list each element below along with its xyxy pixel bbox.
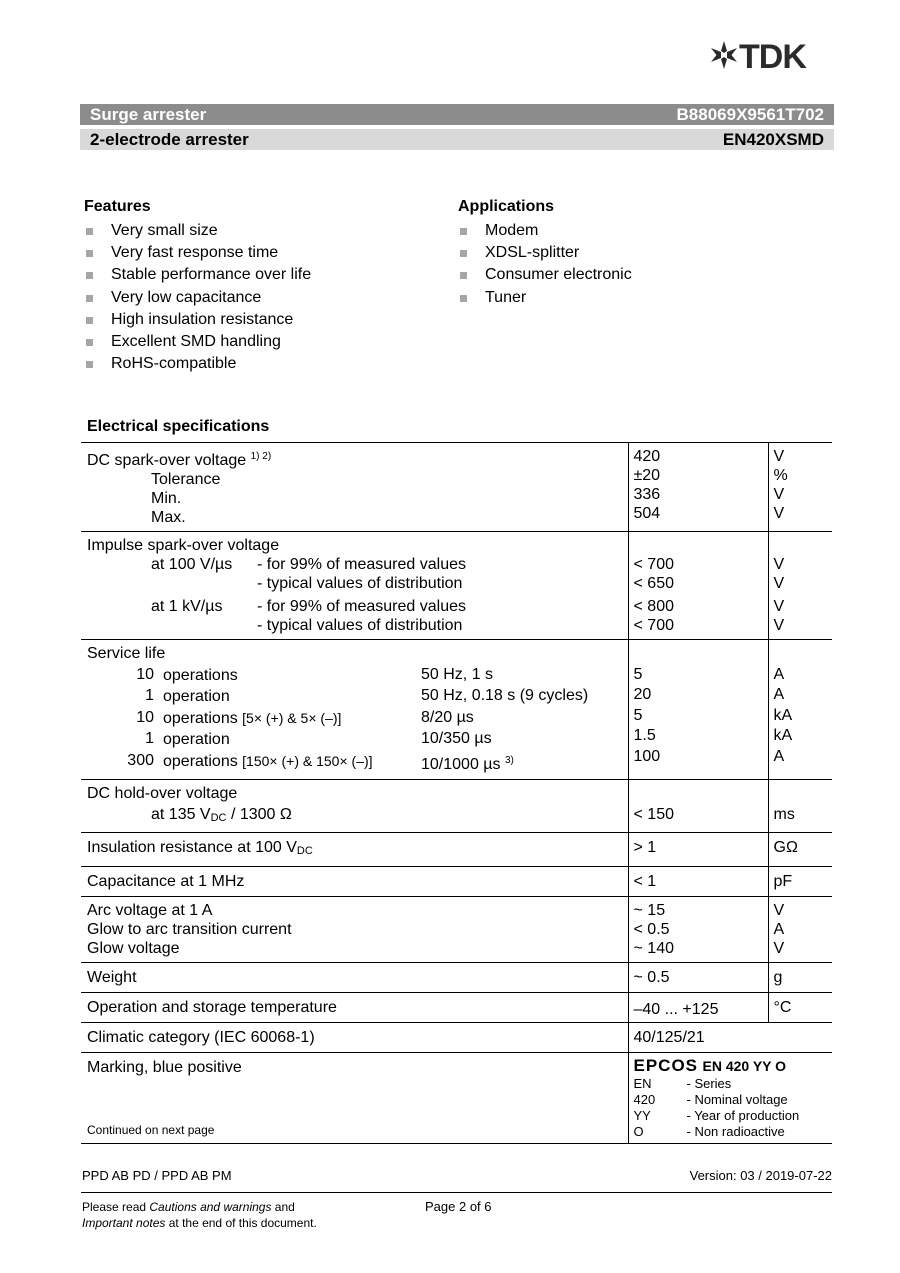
feature-item: Stable performance over life — [84, 264, 311, 286]
application-item: Consumer electronic — [458, 264, 632, 286]
spec-row-arc — [81, 897, 832, 963]
holdover-label: DC hold-over voltage — [87, 785, 238, 802]
marking-legend-row: YY - Year of production — [633, 1108, 800, 1123]
feature-item: Very low capacitance — [84, 287, 311, 309]
impulse-value: < 700 — [633, 556, 674, 573]
bullet-icon — [86, 317, 93, 324]
feature-item: Excellent SMD handling — [84, 331, 311, 353]
impulse-value: < 650 — [633, 575, 674, 592]
dc-spark-value: 420 — [633, 448, 661, 465]
continued-note: Continued on next page — [87, 1123, 215, 1137]
service-life-value: 100 — [633, 747, 661, 765]
marking-code: EN 420 YY O — [702, 1058, 787, 1074]
max-value: 504 — [633, 505, 661, 522]
service-life-unit: A — [773, 686, 785, 703]
bullet-icon — [86, 250, 93, 257]
max-unit: V — [773, 505, 785, 522]
impulse-label: Impulse spark-over voltage — [87, 537, 280, 554]
spec-row-weight — [81, 963, 832, 993]
min-label: Min. — [151, 490, 182, 507]
capacitance-label: Capacitance at 1 MHz — [81, 867, 628, 897]
product-subtitle: 2-electrode arrester — [90, 130, 249, 149]
impulse-unit: V — [773, 598, 785, 615]
bullet-icon — [86, 228, 93, 235]
feature-item: Very fast response time — [84, 242, 311, 264]
footer-version: Version: 03 / 2019-07-22 — [689, 1168, 832, 1183]
bullet-icon — [86, 361, 93, 368]
service-life-unit: kA — [773, 706, 793, 724]
specs-title: Electrical specifications — [87, 418, 270, 435]
spec-row-insulation: Insulation resistance at 100 VDC > 1 GΩ — [81, 833, 832, 867]
arc-voltage-value: ~ 15 — [633, 902, 666, 919]
insulation-value: > 1 — [628, 833, 768, 867]
impulse-row: at 1 kV/µs - for 99% of measured values — [151, 598, 466, 615]
capacitance-unit: pF — [768, 867, 832, 897]
part-number: B88069X9561T702 — [676, 105, 824, 124]
spec-row-capacitance — [81, 867, 832, 897]
impulse-row: - typical values of distribution — [257, 575, 463, 592]
model-number: EN420XSMD — [722, 130, 824, 149]
features-list — [84, 220, 311, 375]
temperature-unit: °C — [768, 993, 832, 1023]
application-item: Tuner — [458, 287, 632, 309]
impulse-row: at 100 V/µs - for 99% of measured values — [151, 556, 466, 573]
features-section — [84, 198, 311, 375]
glow-voltage-value: ~ 140 — [633, 940, 674, 957]
bullet-icon — [86, 295, 93, 302]
tolerance-label: Tolerance — [151, 471, 221, 488]
impulse-unit: V — [773, 575, 785, 592]
applications-section — [458, 198, 632, 309]
spec-row-climatic — [81, 1023, 832, 1053]
bullet-icon — [460, 272, 467, 279]
arc-voltage-unit: V — [773, 902, 785, 919]
applications-list — [458, 220, 632, 309]
applications-title: Applications — [458, 198, 555, 215]
dc-spark-label: DC spark-over voltage — [87, 452, 247, 469]
epcos-brand: EPCOS — [633, 1056, 699, 1075]
footer-divider — [81, 1192, 832, 1193]
specs-table — [81, 442, 832, 1144]
spec-row-dc-spark — [81, 443, 832, 532]
insulation-unit: GΩ — [768, 833, 832, 867]
marking-legend-row: 420 - Nominal voltage — [633, 1092, 788, 1107]
bullet-icon — [86, 272, 93, 279]
bullet-icon — [86, 339, 93, 346]
glow-voltage-unit: V — [773, 940, 785, 957]
subtitle-bar — [80, 129, 834, 150]
service-life-unit: A — [773, 747, 785, 765]
holdover-unit: ms — [773, 806, 795, 823]
impulse-row: - typical values of distribution — [257, 617, 463, 634]
service-life-row: 10 operations [5× (+) & 5× (–)] 8/20 µs — [136, 708, 474, 727]
min-unit: V — [773, 486, 785, 503]
glow-transition-unit: A — [773, 921, 785, 938]
service-life-value: 5 — [633, 706, 643, 724]
title-bar — [80, 104, 834, 125]
impulse-value: < 700 — [633, 617, 674, 634]
tolerance-value: ±20 — [633, 467, 661, 484]
tolerance-unit: % — [773, 467, 788, 484]
application-item: XDSL-splitter — [458, 242, 632, 264]
tdk-logo — [709, 38, 835, 76]
service-life-value: 5 — [633, 665, 643, 683]
feature-item: RoHS-compatible — [84, 353, 311, 375]
max-label: Max. — [151, 509, 186, 526]
marking-label: Marking, blue positive — [81, 1053, 628, 1144]
dc-spark-note: 1) 2) — [250, 451, 272, 462]
dc-spark-unit: V — [773, 448, 785, 465]
impulse-unit: V — [773, 556, 785, 573]
weight-value: ~ 0.5 — [628, 963, 768, 993]
bullet-icon — [460, 250, 467, 257]
climatic-label: Climatic category (IEC 60068-1) — [81, 1023, 628, 1053]
cautions-link: Cautions and warnings — [149, 1200, 272, 1214]
spec-row-service-life — [81, 640, 832, 780]
footer-note: Please read Cautions and warnings and Important notes at the end of this document. — [82, 1200, 317, 1230]
spec-row-temperature — [81, 993, 832, 1023]
service-life-unit: A — [773, 665, 785, 683]
page-number: Page 2 of 6 — [425, 1199, 492, 1214]
min-value: 336 — [633, 486, 661, 503]
arc-voltage-label: Arc voltage at 1 A — [87, 902, 213, 919]
spec-row-impulse — [81, 532, 832, 640]
feature-item: Very small size — [84, 220, 311, 242]
brand-name: TDK — [739, 38, 806, 76]
capacitance-value: < 1 — [628, 867, 768, 897]
impulse-value: < 800 — [633, 598, 674, 615]
feature-item: High insulation resistance — [84, 309, 311, 331]
impulse-unit: V — [773, 617, 785, 634]
service-life-row: 300 operations [150× (+) & 150× (–)] 10/1000 µs $^{3)}$ — [127, 751, 514, 773]
weight-label: Weight — [81, 963, 628, 993]
service-life-row: 1 operation 10/350 µs — [145, 730, 492, 748]
service-life-row: 1 operation 50 Hz, 0.18 s (9 cycles) — [145, 687, 589, 705]
important-notes-link: Important notes — [82, 1216, 166, 1230]
service-life-value: 1.5 — [633, 727, 656, 744]
tdk-logo-icon — [709, 40, 739, 70]
holdover-value: < 150 — [633, 806, 674, 823]
marking-legend-row: O - Non radioactive — [633, 1124, 785, 1139]
marking-info — [628, 1053, 832, 1144]
glow-voltage-label: Glow voltage — [87, 940, 180, 957]
footer-department: PPD AB PD / PPD AB PM — [82, 1168, 232, 1183]
insulation-label: Insulation resistance at 100 V — [87, 839, 297, 856]
climatic-value: 40/125/21 — [628, 1023, 832, 1053]
glow-transition-label: Glow to arc transition current — [87, 921, 292, 938]
application-item: Modem — [458, 220, 632, 242]
spec-row-holdover: DC hold-over voltage at 135 VDC / 1300 Ω < 150 ms — [81, 780, 832, 833]
service-life-label: Service life — [87, 645, 166, 662]
service-life-unit: kA — [773, 727, 793, 744]
marking-legend-row: EN - Series — [633, 1076, 732, 1091]
bullet-icon — [460, 295, 467, 302]
service-life-row: 10 operations 50 Hz, 1 s — [136, 665, 494, 684]
glow-transition-value: < 0.5 — [633, 921, 670, 938]
temperature-label: Operation and storage temperature — [81, 993, 628, 1023]
temperature-value: –40 ... +125 — [628, 993, 768, 1023]
service-life-value: 20 — [633, 686, 652, 703]
weight-unit: g — [768, 963, 832, 993]
bullet-icon — [460, 228, 467, 235]
product-category: Surge arrester — [90, 105, 207, 124]
features-title: Features — [84, 198, 151, 215]
